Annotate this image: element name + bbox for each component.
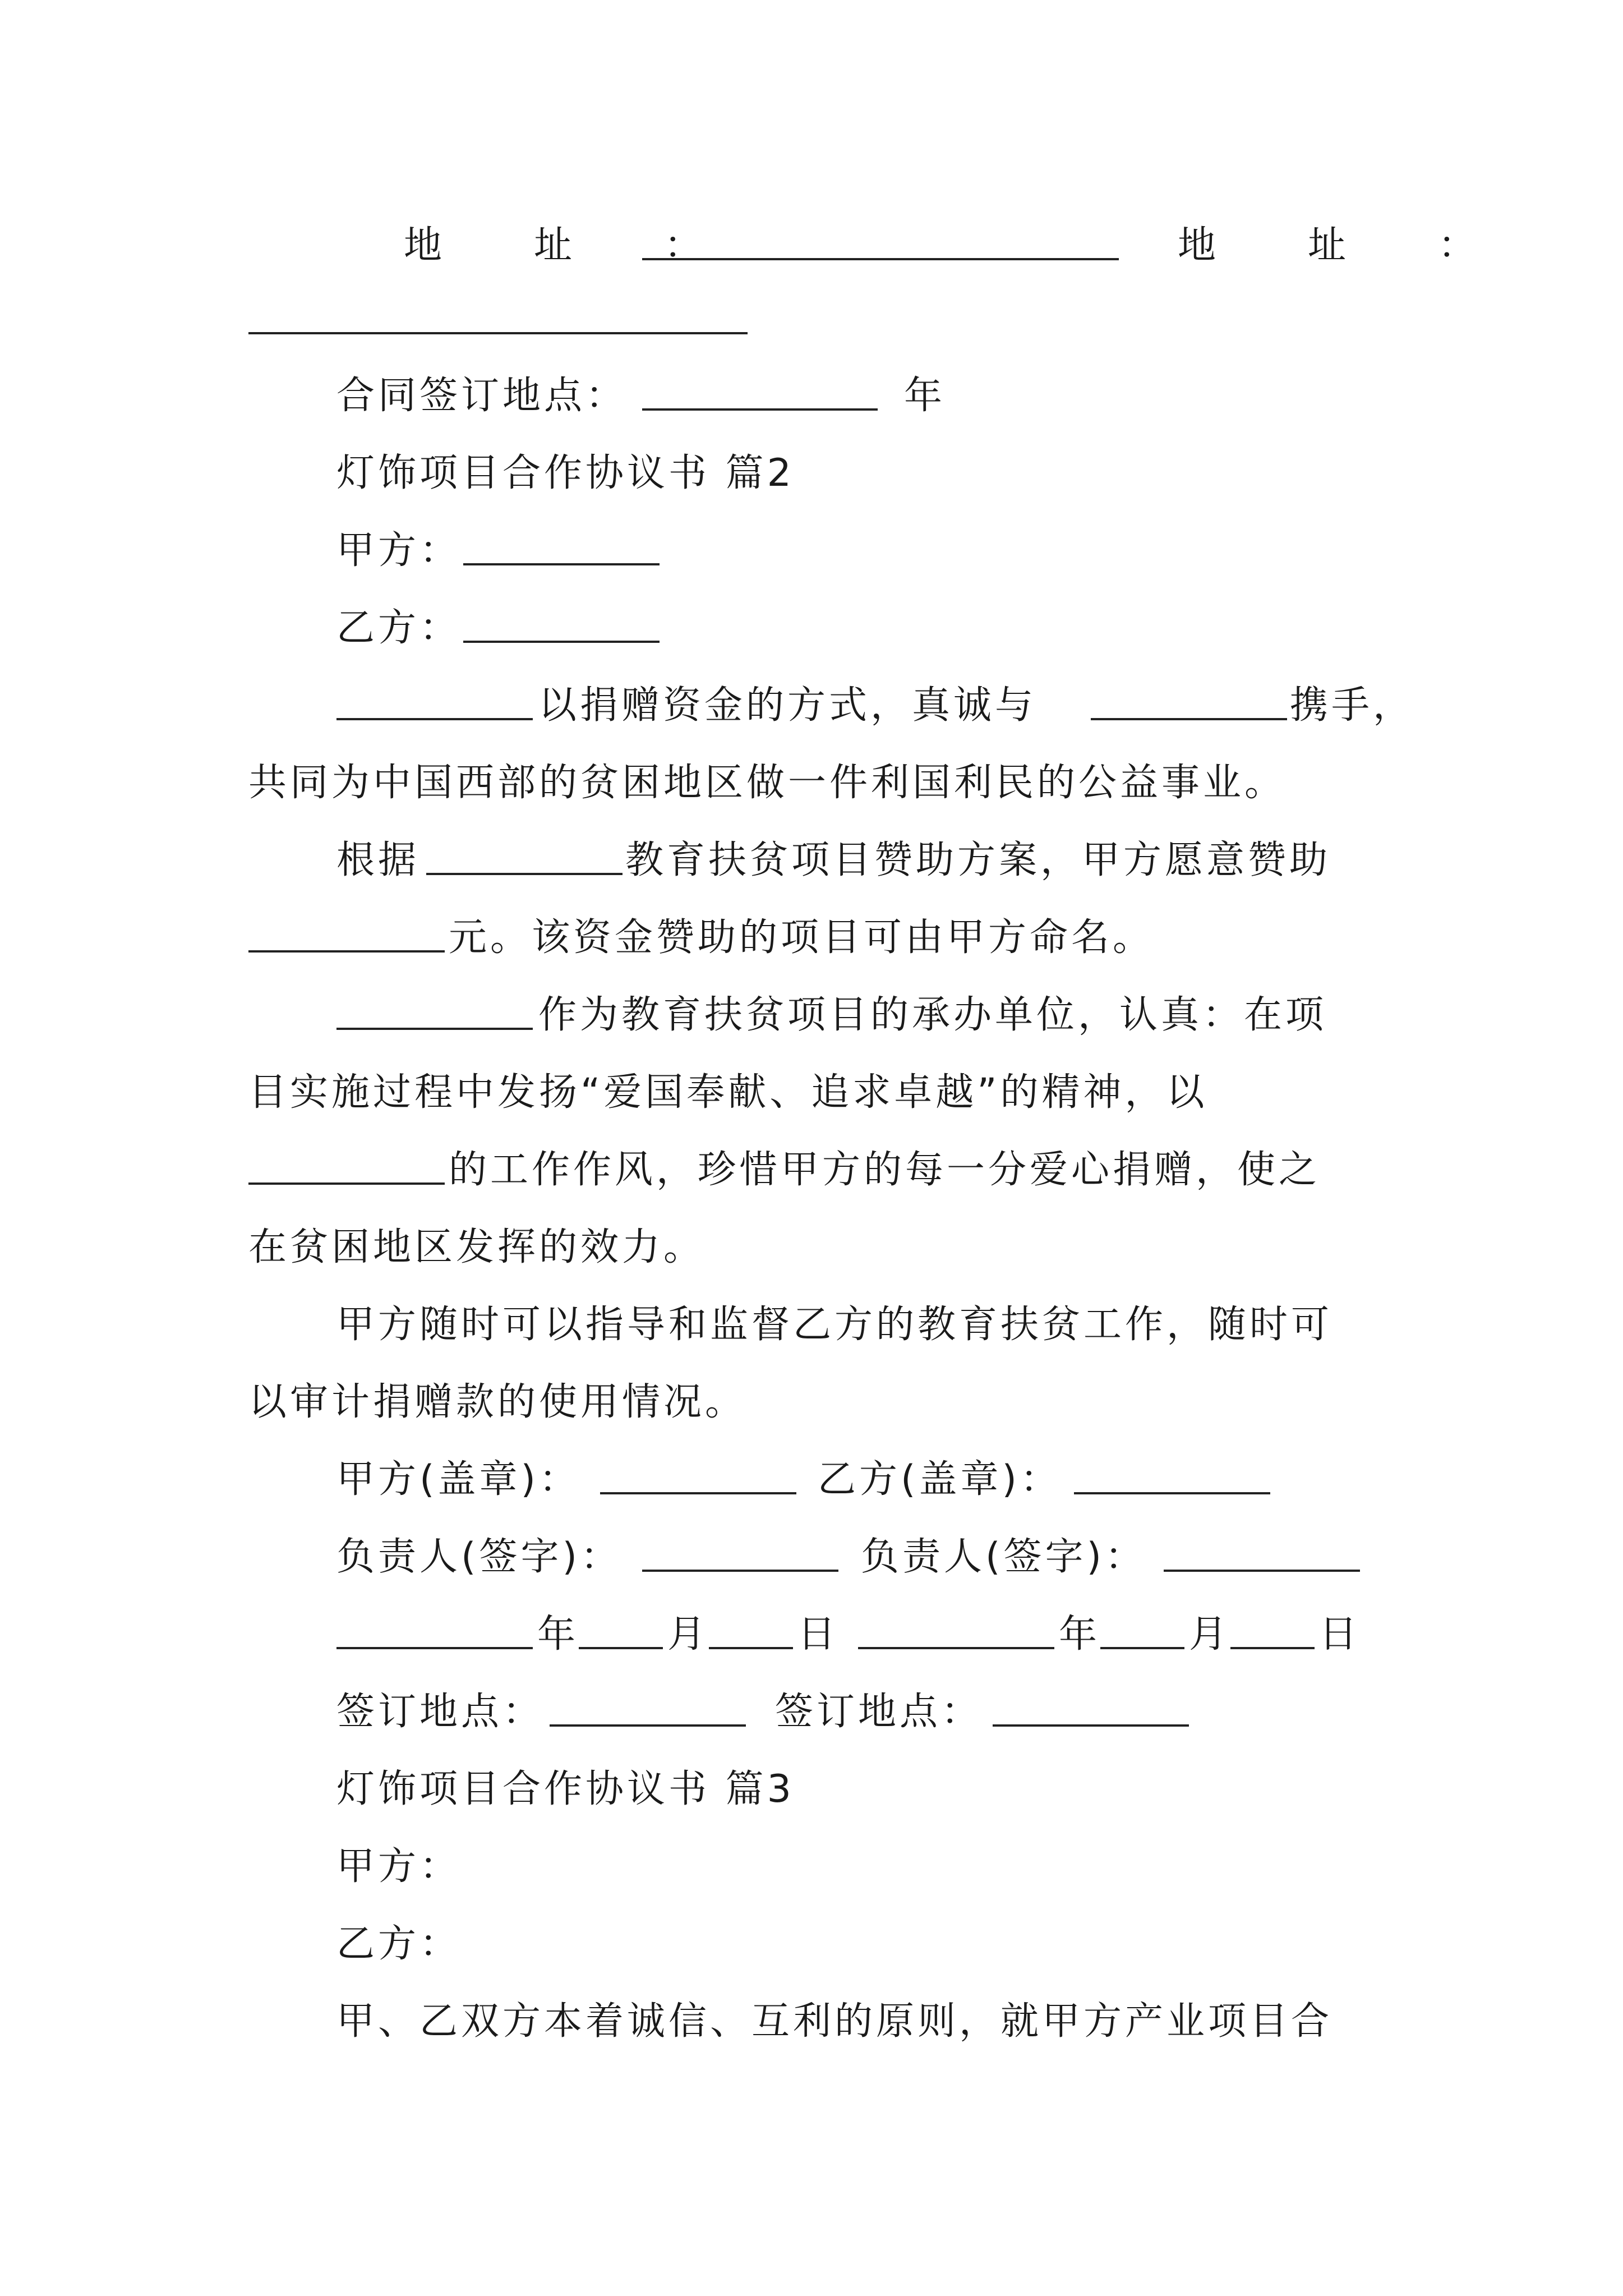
representative-row [0, 1518, 1623, 1596]
place-b-blank [993, 1724, 1189, 1727]
year-label: 年 [904, 374, 946, 418]
seal-a-blank [600, 1492, 796, 1494]
date-a-day-blank [709, 1647, 793, 1649]
section3-title: 灯饰项目合作协议书 篇3 [336, 1767, 795, 1811]
address-label-left: 地 址 ： [404, 223, 730, 268]
date-a-month-blank [579, 1647, 663, 1649]
sign-place-row [0, 357, 1623, 435]
sign-place-blank [642, 408, 878, 411]
seal-b-label: 乙方(盖章)： [818, 1457, 1062, 1502]
para2-line1-end: 教育扶贫项目赞助方案，甲方愿意赞助 [625, 838, 1331, 882]
project-blank [426, 873, 623, 875]
para1-line2-text: 共同为中国西部的贫困地区做一件利国利民的公益事业。 [248, 761, 1287, 805]
seal-a-label: 甲方(盖章)： [336, 1457, 581, 1502]
amount-blank [248, 950, 445, 953]
rep-b-label: 负责人(签字)： [861, 1535, 1147, 1579]
partner-blank [1091, 718, 1287, 720]
section3-para1-line1 [0, 1982, 1623, 2061]
section2-party-a-row [0, 512, 1623, 590]
section3-title-row [0, 1750, 1623, 1829]
seal-row [0, 1441, 1623, 1519]
party-a-blank [463, 563, 660, 565]
seal-b-blank [1074, 1492, 1270, 1494]
address-label-right: 地 址 ： [1178, 223, 1504, 268]
place-a-blank [550, 1724, 746, 1727]
para3-line3 [0, 1131, 1623, 1209]
para4-line2 [0, 1363, 1623, 1442]
section3-party-a-row [0, 1828, 1623, 1906]
section3-party-b-label: 乙方： [336, 1922, 462, 1966]
donor-blank [336, 718, 533, 720]
para2-line2 [0, 899, 1623, 977]
work-style-blank [248, 1182, 445, 1185]
date-row [0, 1595, 1623, 1674]
date-b-month-blank [1100, 1647, 1184, 1649]
para3-line1 [0, 976, 1623, 1055]
para3-line4-text: 在贫困地区发挥的效力。 [248, 1225, 706, 1269]
date-b-day-blank [1230, 1647, 1315, 1649]
para1-line1-end: 携手， [1290, 683, 1415, 728]
place-b-label: 签订地点： [775, 1690, 983, 1734]
sign-place-label: 合同签订地点： [336, 374, 628, 418]
sign-location-row [0, 1673, 1623, 1751]
para3-line1-text: 作为教育扶贫项目的承办单位，认真：在项 [538, 993, 1327, 1037]
date-a-year: 年 [537, 1612, 579, 1657]
address-row [0, 206, 1623, 285]
para2-line1 [0, 821, 1623, 900]
place-a-label: 签订地点： [336, 1690, 545, 1734]
address-blank-right [248, 332, 748, 334]
section2-title-row [0, 434, 1623, 513]
date-a-month: 月 [667, 1612, 709, 1657]
para4-line1-text: 甲方随时可以指导和监督乙方的教育扶贫工作，随时可 [336, 1303, 1333, 1347]
rep-a-label: 负责人(签字)： [336, 1535, 623, 1579]
para3-line2-text: 目实施过程中发扬“爱国奉献、追求卓越”的精神，以 [248, 1070, 1208, 1115]
para4-line1 [0, 1286, 1623, 1364]
date-a-day: 日 [797, 1612, 840, 1657]
para1-line1-text: 以捐赠资金的方式，真诚与 [538, 683, 1037, 728]
address-continuation [0, 286, 1623, 365]
para3-line2 [0, 1053, 1623, 1132]
address-blank-left [642, 258, 1119, 260]
section3-party-b-row [0, 1905, 1623, 1984]
section3-party-a-label: 甲方： [336, 1844, 462, 1889]
date-b-year-blank [858, 1647, 1054, 1649]
para4-line2-text: 以审计捐赠款的使用情况。 [248, 1380, 747, 1424]
section3-para1-line1-text: 甲、乙双方本着诚信、互利的原则，就甲方产业项目合 [336, 1999, 1333, 2044]
section2-title: 灯饰项目合作协议书 篇2 [336, 451, 795, 495]
para2-line2-text: 元。该资金赞助的项目可由甲方命名。 [449, 915, 1155, 960]
date-a-year-blank [336, 1647, 533, 1649]
party-a-label: 甲方： [336, 528, 462, 573]
rep-b-blank [1164, 1570, 1360, 1572]
para2-line1-start: 根据 [336, 838, 420, 882]
rep-a-blank [642, 1570, 838, 1572]
para3-line3-text: 的工作作风，珍惜甲方的每一分爱心捐赠，使之 [449, 1148, 1321, 1192]
section2-party-b-row [0, 589, 1623, 668]
date-b-year: 年 [1059, 1612, 1101, 1657]
party-b-label: 乙方： [336, 606, 462, 650]
para3-line4 [0, 1208, 1623, 1287]
para1-line2 [0, 744, 1623, 822]
date-b-day: 日 [1319, 1612, 1361, 1657]
date-b-month: 月 [1189, 1612, 1231, 1657]
para1-line1 [0, 666, 1623, 745]
party-b-blank [463, 641, 660, 643]
organizer-blank [336, 1028, 533, 1030]
